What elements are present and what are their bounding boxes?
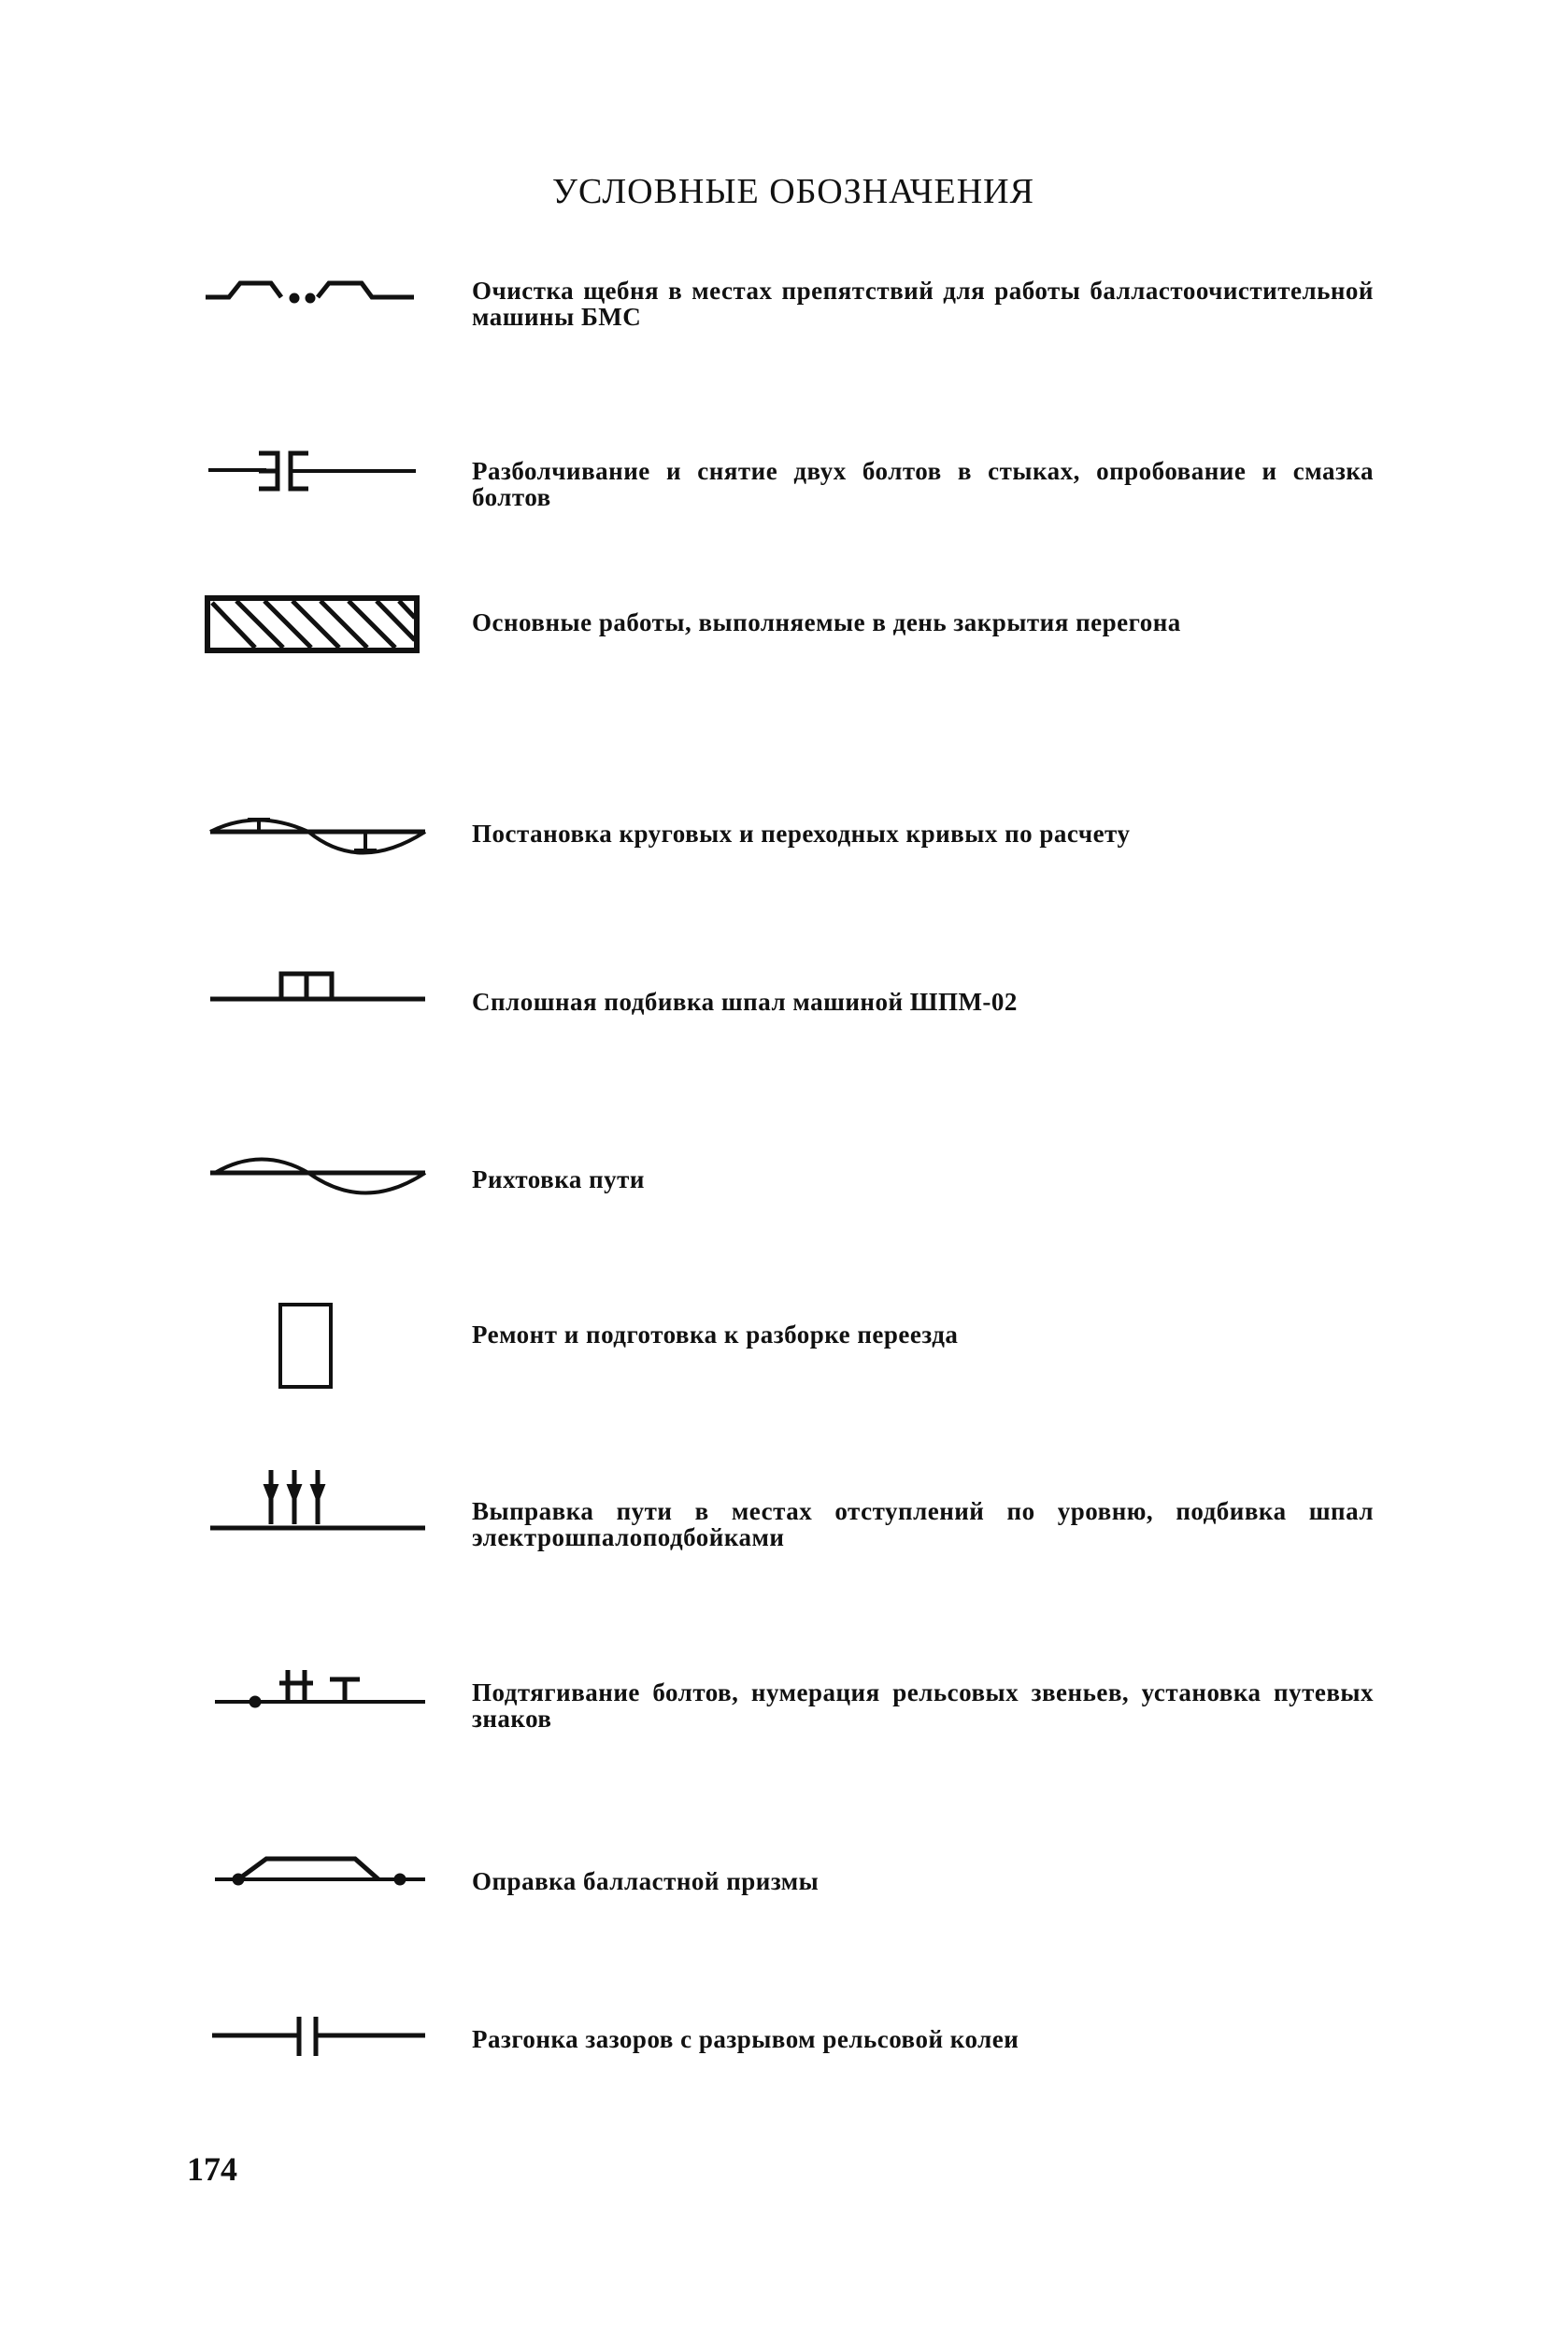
legend-text: Подтягивание болтов, нумерация рельсовых звеньев, установка путевых знаков — [472, 1678, 1374, 1733]
legend-text: Очистка щебня в местах препятствий для работы балластоочистительной машины БМС — [472, 277, 1374, 331]
track-leveling-symbol — [201, 1463, 435, 1537]
page-number: 174 — [187, 2150, 237, 2188]
legend-text: Ремонт и подготовка к разборке переезда — [472, 1320, 959, 1349]
legend-text: Оправка балластной призмы — [472, 1867, 820, 1895]
crossing-repair-symbol — [201, 1301, 435, 1394]
legend-text: Разгонка зазоров с разрывом рельсовой колеи — [472, 2025, 1019, 2053]
gap-adjustment-symbol — [201, 2009, 435, 2065]
hatched-rectangle-symbol — [201, 595, 435, 653]
page-title: УСЛОВНЫЕ ОБОЗНАЧЕНИЯ — [552, 172, 1034, 211]
curve-setting-symbol — [201, 804, 435, 869]
ballast-cleaning-symbol — [201, 266, 435, 304]
legend-text: Сплошная подбивка шпал машиной ШПМ-02 — [472, 988, 1018, 1016]
legend-text: Постановка круговых и переходных кривых по расчету — [472, 820, 1131, 848]
bolt-tightening-symbol — [201, 1659, 435, 1715]
ballast-prism-symbol — [201, 1846, 435, 1892]
legend-text: Выправка пути в местах отступлений по уровню, подбивка шпал электрошпалоподбойками — [472, 1497, 1374, 1551]
bolt-removal-symbol — [201, 442, 435, 498]
legend-text: Разболчивание и снятие двух болтов в стыках, опробование и смазка болтов — [472, 457, 1374, 511]
track-alignment-symbol — [201, 1148, 435, 1213]
legend-text: Рихтовка пути — [472, 1165, 645, 1193]
continuous-tamping-symbol — [201, 963, 435, 1009]
legend-text: Основные работы, выполняемые в день закрытия перегона — [472, 608, 1181, 636]
